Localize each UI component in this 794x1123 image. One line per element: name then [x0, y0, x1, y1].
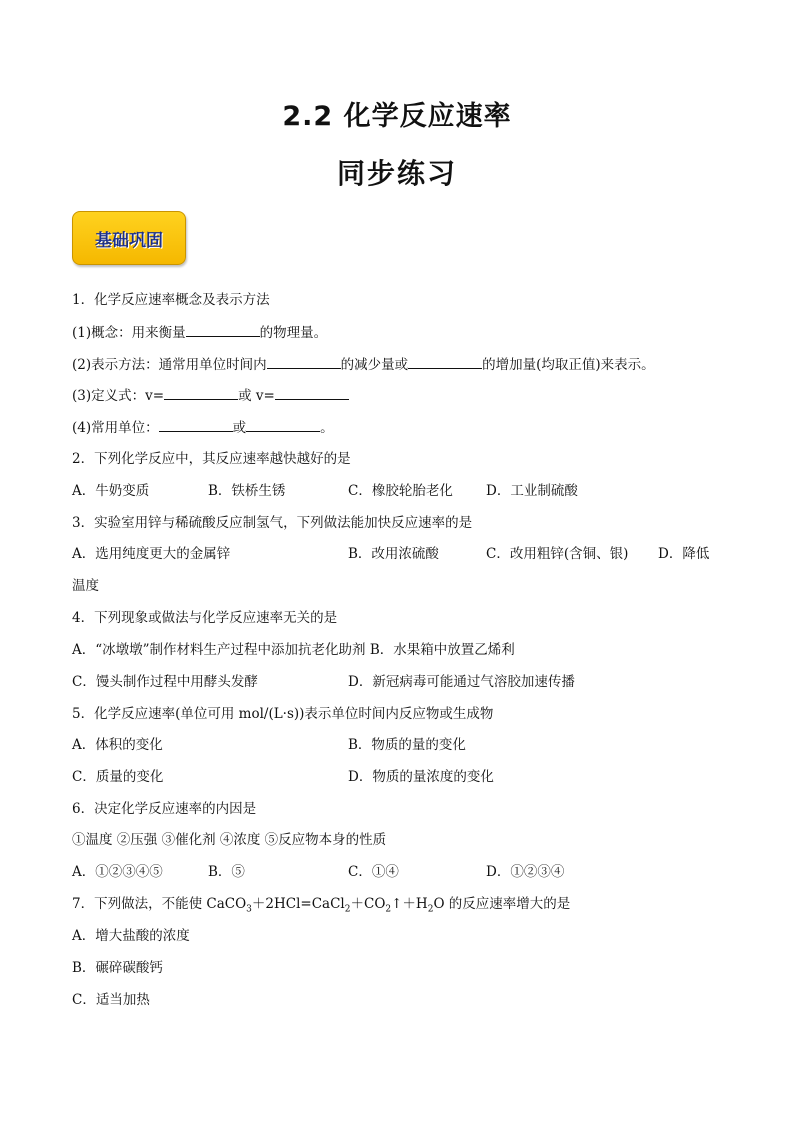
q1-text: (4)常用单位： [72, 420, 159, 436]
fill-blank [186, 323, 260, 337]
option-c: C．改用粗锌(含铜、银) [486, 546, 629, 562]
option-d: D．物质的量浓度的变化 [348, 769, 494, 785]
subscript: 2 [344, 904, 351, 915]
q7-text: O 的反应速率增大的是 [433, 896, 571, 912]
question-3-options [72, 545, 732, 563]
q1-text: (2)表示方法：通常用单位时间内 [72, 357, 267, 373]
option-a: A．①②③④⑤ [72, 864, 163, 880]
option-d: D．降低 [658, 546, 710, 562]
page-title: 2.2 化学反应速率 [282, 101, 512, 132]
option-d: D．工业制硫酸 [486, 483, 578, 499]
question-7-stem [72, 895, 570, 919]
q1-text: 或 [232, 420, 247, 436]
question-4-stem: 4．下列现象或做法与化学反应速率无关的是 [72, 610, 338, 626]
q1-text: 的增加量(均取正值)来表示。 [482, 357, 655, 373]
option-d: D．①②③④ [486, 864, 565, 880]
question-1-stem: 1．化学反应速率概念及表示方法 [72, 292, 270, 308]
q1-text: (1)概念：用来衡量 [72, 325, 186, 341]
section-badge [72, 211, 186, 265]
question-3-stem: 3．实验室用锌与稀硫酸反应制氢气，下列做法能加快反应速率的是 [72, 515, 473, 531]
option-b: B．物质的量的变化 [348, 737, 466, 753]
subscript: 2 [385, 904, 392, 915]
question-7-option-b: B．碾碎碳酸钙 [72, 960, 163, 976]
page-subtitle: 同步练习 [336, 157, 457, 190]
option-b: B．铁桥生锈 [208, 483, 286, 499]
option-a: A．选用纯度更大的金属锌 [72, 546, 231, 562]
option-d: D．新冠病毒可能通过气溶胶加速传播 [348, 674, 575, 690]
fill-blank [408, 355, 482, 369]
q1-text: 。 [320, 420, 334, 436]
fill-blank [159, 418, 233, 432]
question-1-line-1 [72, 323, 327, 342]
question-4-options-ab: A．“冰墩墩”制作材料生产过程中添加抗老化助剂 B．水果箱中放置乙烯利 [72, 642, 515, 658]
question-6-factor-list: ①温度 ②压强 ③催化剂 ④浓度 ⑤反应物本身的性质 [72, 832, 387, 848]
question-6-options [72, 863, 732, 881]
question-5-stem: 5．化学反应速率(单位可用 mol/(L·s))表示单位时间内反应物或生成物 [72, 706, 494, 722]
fill-blank [246, 418, 320, 432]
option-c: C．质量的变化 [72, 769, 164, 785]
question-7-option-a: A．增大盐酸的浓度 [72, 928, 190, 944]
fill-blank [267, 355, 341, 369]
option-a: A．牛奶变质 [72, 483, 150, 499]
subscript: 3 [246, 904, 252, 915]
option-a: A．体积的变化 [72, 737, 163, 753]
question-2-options [72, 482, 732, 500]
option-b: B．⑤ [208, 864, 245, 880]
question-2-stem: 2．下列化学反应中，其反应速率越快越好的是 [72, 451, 351, 467]
question-4-options-cd [72, 673, 732, 691]
q7-text: ＋CO [350, 896, 386, 912]
question-1-line-2 [72, 355, 655, 374]
q7-text: ↑＋H [391, 896, 428, 912]
question-1-line-3 [72, 386, 349, 405]
subscript: 2 [427, 904, 434, 915]
option-c: C．橡胶轮胎老化 [348, 483, 453, 499]
question-1-line-4 [72, 418, 334, 437]
fill-blank [275, 386, 349, 400]
q1-text: 或 v= [238, 388, 275, 404]
fill-blank [164, 386, 238, 400]
question-6-stem: 6．决定化学反应速率的内因是 [72, 801, 257, 817]
q7-text: 7．下列做法，不能使 CaCO [72, 896, 247, 912]
option-c: C．馒头制作过程中用酵头发酵 [72, 674, 258, 690]
q1-text: 的物理量。 [259, 325, 328, 341]
q7-text: ＋2HCl=CaCl [251, 896, 345, 912]
question-5-options-cd [72, 768, 732, 786]
question-3-option-d-wrap: 温度 [72, 578, 99, 594]
question-7-option-c: C．适当加热 [72, 992, 150, 1008]
option-b: B．改用浓硫酸 [348, 546, 439, 562]
q1-text: (3)定义式：v= [72, 388, 165, 404]
question-5-options-ab [72, 736, 732, 754]
q1-text: 的减少量或 [340, 357, 409, 373]
section-badge-label: 基础巩固 [95, 230, 163, 251]
option-c: C．①④ [348, 864, 399, 880]
